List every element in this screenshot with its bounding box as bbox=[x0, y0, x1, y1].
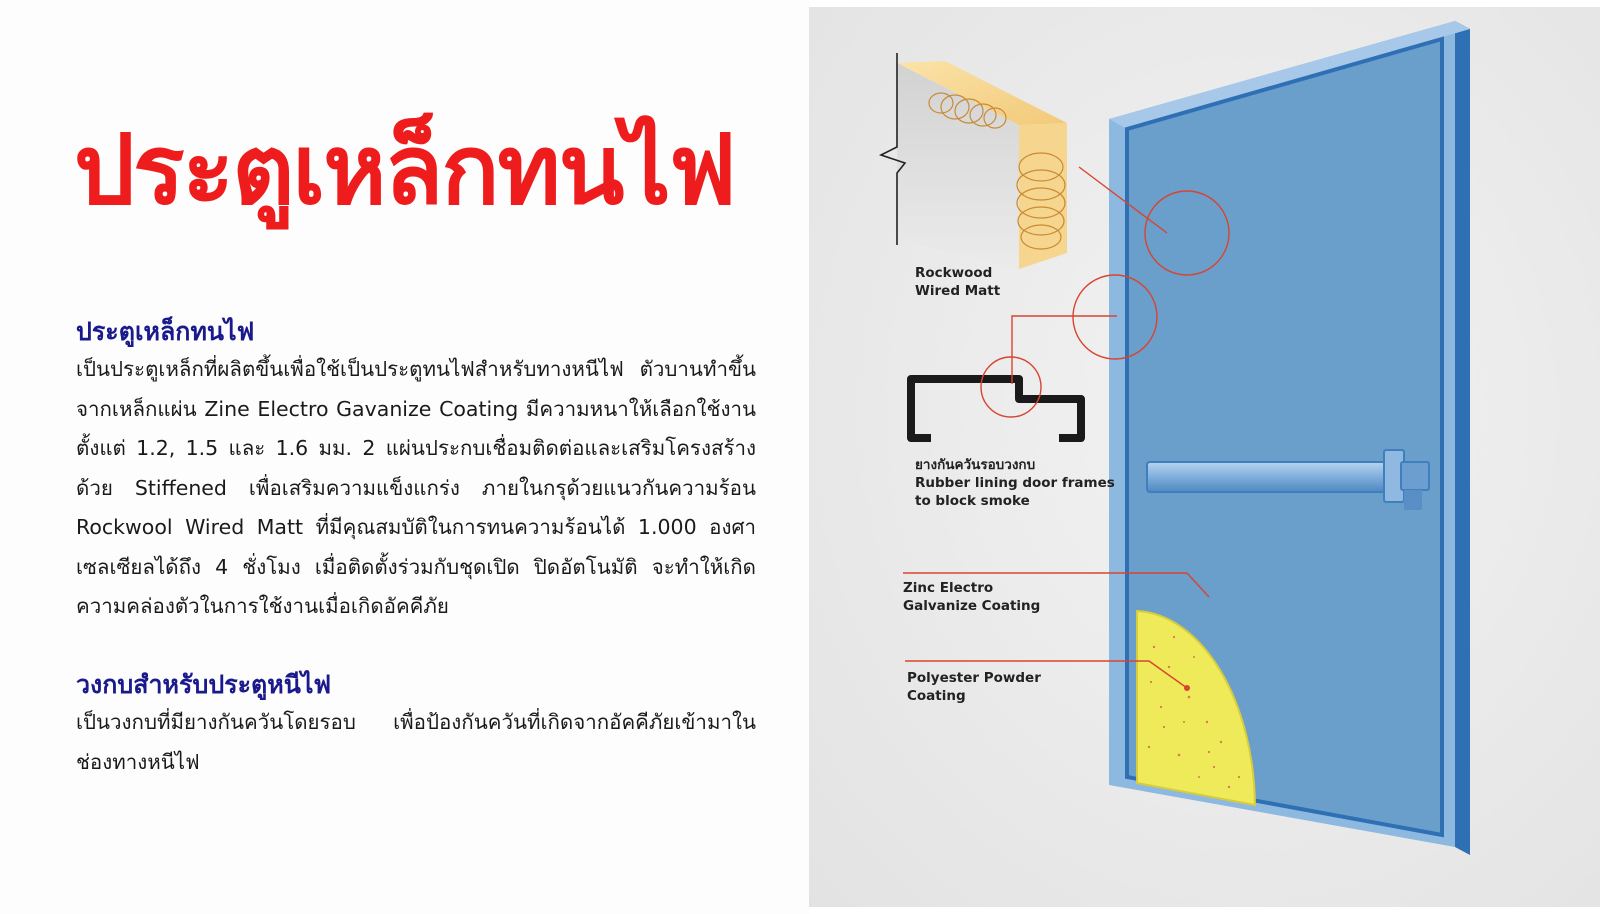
label-rubber-line1: ยางกันควันรอบวงกบ bbox=[915, 457, 1036, 473]
label-rubber-line3: to block smoke bbox=[915, 493, 1030, 509]
label-zinc-line2: Galvanize Coating bbox=[903, 598, 1041, 614]
label-polyester-line2: Coating bbox=[907, 688, 966, 704]
section-heading-fire-door: ประตูเหล็กทนไฟ bbox=[76, 317, 255, 346]
fire-door-illustration bbox=[809, 7, 1600, 907]
label-zinc-line1: Zinc Electro bbox=[903, 580, 994, 596]
label-rubber-lining bbox=[915, 456, 1115, 510]
label-rockwool-line2: Wired Matt bbox=[915, 283, 1001, 299]
page-title: ประตูเหล็กทนไฟ bbox=[74, 114, 735, 226]
label-rockwool bbox=[915, 264, 1000, 300]
section-body-door-frame: เป็นวงกบที่มียางกันควันโดยรอบ เพื่อป้องกันควันที่เกิดจากอัคคีภัยเข้ามาในช่องทางหนีไฟ bbox=[76, 710, 756, 774]
label-polyester-line1: Polyester Powder bbox=[907, 670, 1041, 686]
label-rubber-line2: Rubber lining door frames bbox=[915, 475, 1115, 491]
label-polyester-coating bbox=[907, 669, 1041, 705]
section-heading-door-frame: วงกบสำหรับประตูหนีไฟ bbox=[76, 670, 332, 699]
label-zinc-coating bbox=[903, 579, 1040, 615]
section-body-fire-door: เป็นประตูเหล็กที่ผลิตขึ้นเพื่อใช้เป็นประตูทนไฟสำหรับทางหนีไฟ ตัวบานทำขึ้นจากเหล็กแผ่น Zine Electro Gavanize Coating มีความหนาให้เลือกใช้งานตั้งแต่ 1.2, 1.5 และ 1.6 มม. 2 แผ่นประกบเชื่อมติดต่อและเสริมโครงสร้างด้วย Stiffened เพื่อเสริมความแข็งแกร่ง ภายในกรุด้วยแนวกันความร้อน Rockwool Wired Matt ที่มีคุณสมบัติในการทนความร้อนได้ 1.000 องศาเซลเซียลได้ถึง 4 ชั่งโมง เมื่อติดตั้งร่วมกับชุดเปิด ปิดอัตโนมัติ จะทำให้เกิดความคล่องตัวในการใช้งานเมื่อเกิดอัคคีภัย bbox=[76, 357, 756, 618]
label-rockwool-line1: Rockwood bbox=[915, 265, 993, 281]
